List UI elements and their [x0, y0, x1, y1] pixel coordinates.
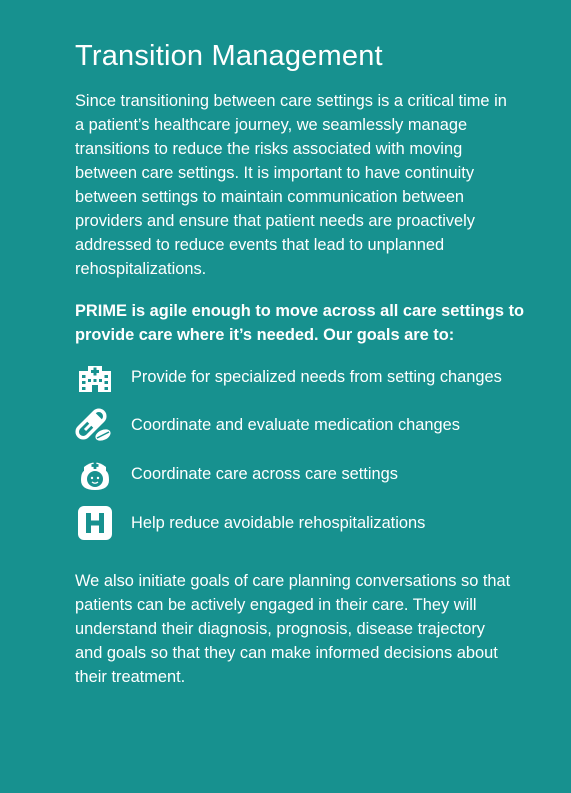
hospital-h-icon: [75, 503, 115, 543]
goal-item-rehospitalizations: [75, 503, 555, 543]
hospital-building-icon: [75, 357, 115, 397]
nurse-icon: [75, 454, 115, 494]
goals-lead-text: PRIME is agile enough to move across all care settings to provide care where it’s needed. Our goals are to:: [75, 302, 525, 344]
goal-text: Provide for specialized needs from setting changes: [131, 367, 502, 386]
goal-text: Help reduce avoidable rehospitalizations: [131, 513, 426, 532]
medication-pill-icon: [75, 405, 115, 445]
closing-paragraph: We also initiate goals of care planning conversations so that patients can be actively engaged in their care. They will understand their diagnosis, prognosis, disease trajectory and goals so that they can make informed decisions about their treatment.: [75, 572, 511, 686]
page-title: Transition Management: [75, 40, 383, 72]
goal-item-specialized-needs: [75, 357, 555, 397]
goal-text: Coordinate and evaluate medication changes: [131, 415, 460, 434]
goal-item-care-settings: [75, 454, 555, 494]
goal-text: Coordinate care across care settings: [131, 464, 398, 483]
goal-item-medication: [75, 405, 555, 445]
intro-paragraph: Since transitioning between care settings is a critical time in a patient’s healthcare journey, we seamlessly manage transitions to reduce the risks associated with moving between care settings. It is important to have continuity between settings to maintain communication between providers and ensure that patient needs are proactively addressed to reduce events that lead to unplanned rehospitalizations.: [75, 92, 507, 278]
